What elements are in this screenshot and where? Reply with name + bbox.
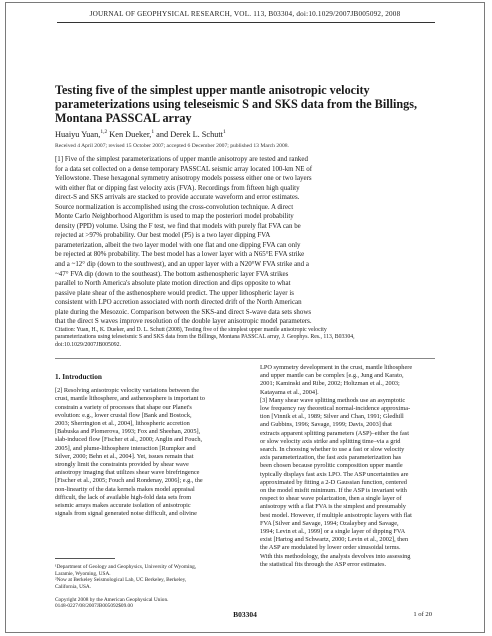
body-line: approximated by fitting a 2-D Gaussian function, centered [260,478,407,486]
header-rule [57,22,435,23]
abstract-line: consistent with LPO accretion associated with north directed drift of the North American [55,298,302,307]
body-line: the ASP are modulated by lower order sinusoidal terms. [260,544,401,552]
body-line: low frequency ray theoretical normal-incidence approxima- [260,405,411,413]
author-name: Huaiyu Yuan, [55,129,101,139]
body-line: on the model misfit minimum. If the ASP is invariant with [260,487,407,495]
body-line: non-linearity of the data kernels makes model appraisal [55,485,195,493]
body-line: LPO symmetry development in the crust, mantle lithosphere [260,364,413,371]
abstract-line: that the direct S waves improve resolution of the double layer anisotropic model parameters. [55,317,312,326]
body-line: [3] Many shear wave splitting methods use an asymptotic [260,396,406,404]
abstract [55,155,447,327]
citation-line: parameterizations using teleseismic S and SKS data from the Billings, Montana PASSCAL array, J. Geophys. Res., 113, B03304, [55,334,355,341]
citation-block [55,327,447,349]
abstract-line: density (PPD) volume. Using the F test, we find that models with purely flat FVA can be [55,221,301,230]
body-line: axis parameterization, the fast axis parameterization has [260,454,402,462]
body-line: Katayama et al., 2004]. [260,388,319,396]
body-line: been chosen because pyrolitic composition upper mantle [260,462,403,470]
abstract-line: for a data set collected on a dense temporary PASSCAL seismic array located 100-km NE of [55,164,313,173]
citation-rule [55,358,435,359]
article-id: B03304 [233,610,257,619]
body-line: seismic arrays makes accurate isolation of anisotropic [55,502,191,510]
body-line: signals from signal generated noise difficult, and olivine [55,510,197,518]
footnote-line: 0148-0227/08/2007JB005092$09.00 [55,603,133,609]
footnote-line: ¹Department of Geology and Geophysics, University of Wyoming, [55,564,197,570]
body-line: typically displays fast axis LPO. The ASP uncertainties are [260,470,409,478]
abstract-line: and a ~12° dip (down to the southwest), and an upper layer with a N20°W FVA strike and a [55,260,309,269]
body-line: 2005], and plume-lithosphere interaction [Rumpker and [55,444,196,452]
body-line: best model. However, if multiple anisotropic layers with flat [260,511,412,519]
footnote-rule [55,558,115,559]
body-line: anisotropy imaging that utilizes shear wave birefringence [55,469,200,477]
body-line: 2003; Sherrington et al., 2004], lithospheric accretion [55,420,190,428]
title-line: Montana PASSCAL array [55,111,192,125]
author-affiliation-mark: 1,2 [100,129,108,135]
section-heading: 1. Introduction [55,372,102,381]
title-line: Testing five of the simplest upper mantle anisotropic velocity [55,83,370,97]
body-line: strongly limit the constraints provided by shear wave [55,461,189,469]
right-column [260,364,450,569]
author-affiliation-mark: 1 [151,129,155,135]
body-line: difficult, the lack of available high-fold data sets from [55,493,192,501]
abstract-line: Monte Carlo Neighborhood Algorithm is used to map the posteriori model probability [55,212,294,221]
body-line: [Babuska and Plomerova, 1993; Fox and Sheehan, 2005], [55,428,201,436]
abstract-line: [1] Five of the simplest parameterizations of upper mantle anisotropy are tested and ranked [55,155,308,163]
footnote-line: Copyright 2008 by the American Geophysical Union. [55,596,169,603]
received-dates: Received 4 April 2007; revised 15 October 2007; accepted 6 December 2007; published 13 March 2008. [55,143,289,149]
abstract-line: plate during the Mesozoic. Comparison between the SKS-and direct S-wave data sets shows [55,307,312,316]
body-line: evolution: e.g., lower crustal flow [Bank and Bostock, [55,411,192,419]
abstract-line: rejected at >97% probability. Our best model (P5) is a two layer dipping FVA [55,231,271,240]
article-title [55,83,447,125]
title-line: parameterizations using teleseismic S and SKS data from the Billings, [55,97,418,111]
footnote-line: California, USA. [55,583,92,590]
abstract-line: direct-S and SKS arrivals are stacked to provide accurate waveform and error estimates. [55,193,300,202]
citation-line: Citation: Yuan, H., K. Dueker, and D. L. Schutt (2008), Testing five of the simplest upper mantle anisotropic velocity [55,327,327,333]
body-line: and upper mantle can be complex [e.g., Jung and Karato, [260,372,404,380]
body-line: exist [Hartog and Schwartz, 2000; Levin et al., 2002], then [260,536,409,544]
footnotes [55,564,245,610]
abstract-line: be rejected at 80% probability. The best model has a lower layer with a N65°E FVA strike [55,250,305,259]
abstract-line: passive plate shear of the asthenosphere would predict. The upper lithospheric layer is [55,288,294,297]
body-line: 1994; Levin et al., 1999] or a single layer of dipping FVA [260,528,406,536]
abstract-line: Yellowstone. These hexagonal symmetry anisotropy models possess either one or two layers [55,174,312,183]
abstract-line: parallel to North America's absolute plate motion direction and dips opposite to what [55,279,291,288]
page [5,2,485,633]
body-line: With this methodology, the analysis devolves into assessing [260,552,411,560]
body-line: extracts apparent splitting parameters (ASP)–either the fast [260,429,409,437]
body-line: crust, mantle lithosphere, and asthenosphere is important to [55,395,205,403]
author-list [55,129,226,139]
abstract-line: ~47° FVA dip (down to the southeast). The bottom asthenospheric layer FVA strikes [55,269,289,278]
body-line: tion [Vinnik et al., 1989; Silver and Chan, 1991; Gledhill [260,413,404,421]
footnote-line: Laramie, Wyoming, USA. [55,570,111,577]
body-line: slab-induced flow [Fischer et al., 2000; Anglin and Fouch, [55,436,203,444]
abstract-line: with either flat or dipping fast velocity axis (FVA). Recordings from fifteen high quality [55,183,300,192]
body-line: and Gubbins, 1996; Savage, 1999; Davis, 2003] that [260,421,392,429]
author-affiliation-mark: 1 [223,129,226,135]
journal-header: JOURNAL OF GEOPHYSICAL RESEARCH, VOL. 113, B03304, doi:10.1029/2007JB005092, 2008 [89,10,401,18]
body-line: or slow velocity axis strike and splitting time–via a grid [260,437,401,445]
body-line: Silver, 2000; Behn et al., 2004]. Yet, issues remain that [55,452,194,460]
body-line: anisotropy with a flat FVA is the simplest and presumably [260,503,406,511]
body-line: constrain a variety of processes that shape our Planet's [55,403,192,411]
abstract-line: parameterization, albeit the two layer model with one flat and one dipping FVA can only [55,240,301,249]
body-line: FVA [Silver and Savage, 1994; Ozalaybey and Savage, [260,519,399,527]
author-name: and Derek L. Schutt [154,129,223,139]
footnote-line: ²Now at Berkeley Seismological Lab, UC Berkeley, Berkeley, [55,577,187,583]
abstract-line: Source normalization is accomplished using the cross-convolution technique. A direct [55,202,294,211]
author-name: Ken Dueker, [107,129,152,139]
body-line: respect to shear wave polarization, then a single layer of [260,495,402,503]
left-column [55,373,245,518]
page-number: 1 of 20 [413,611,432,618]
body-line: [Fischer et al., 2005; Fouch and Rondenay, 2006]; e.g., the [55,477,203,485]
body-line: 2001; Kaminski and Ribe, 2002; Holtzman et al., 2003; [260,380,400,388]
body-line: [2] Resolving anisotropic velocity variations between the [55,387,200,395]
body-line: search. In choosing whether to use a fast or slow velocity [260,446,405,454]
body-line: the statistical fits through the ASP error estimates. [260,560,387,568]
citation-line: doi:10.1029/2007JB005092. [55,341,122,348]
